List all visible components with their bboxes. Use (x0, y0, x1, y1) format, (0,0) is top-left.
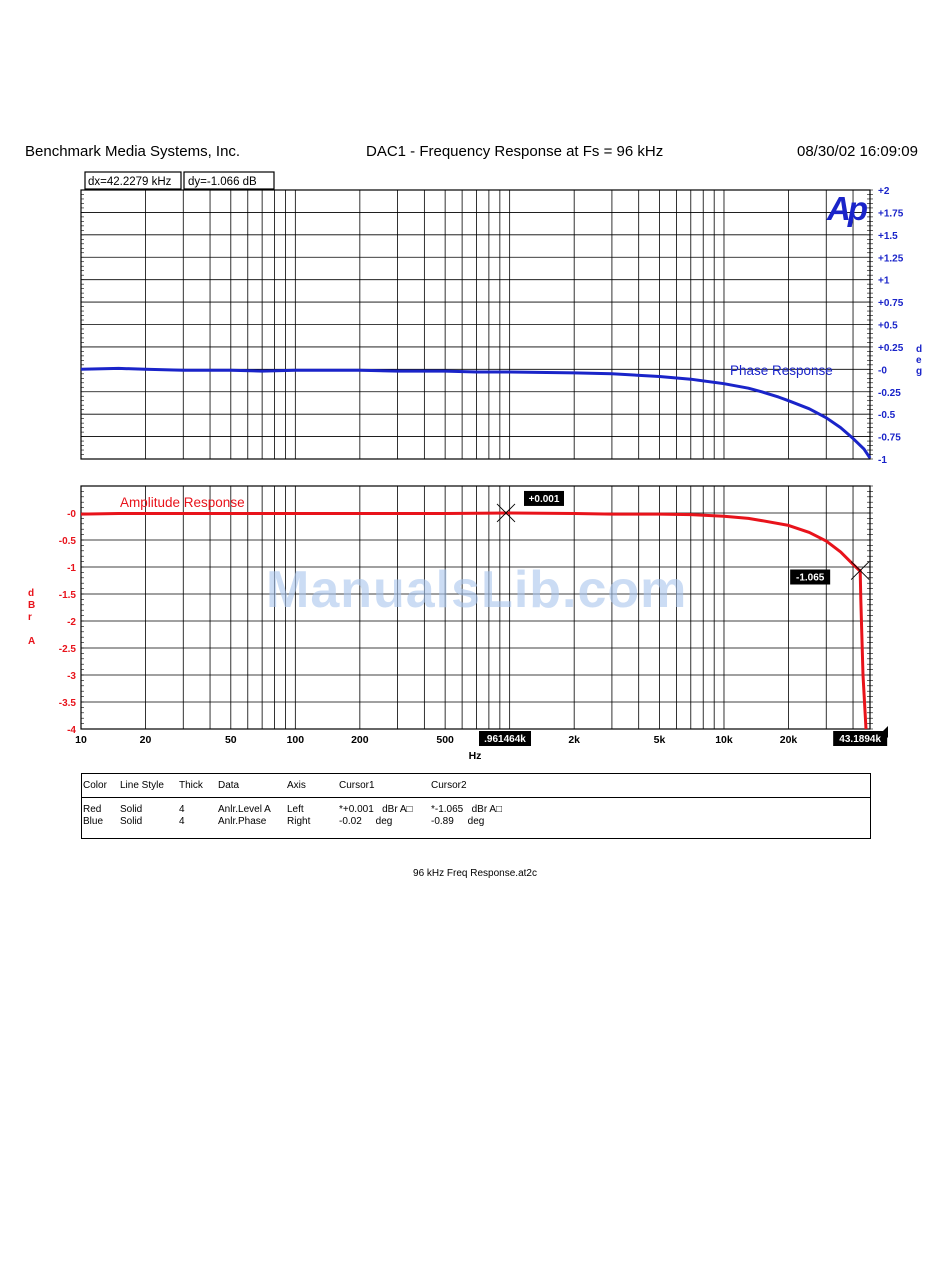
timestamp: 08/30/02 16:09:09 (797, 143, 918, 160)
phase-ytick-label: -0.25 (878, 387, 901, 399)
watermark: ManualsLib.com (266, 561, 688, 619)
phase-ytick-label: +1.25 (878, 253, 904, 265)
phase-ylabel: d (916, 344, 923, 355)
legend-cell: *-1.065 dBr A□ (431, 804, 503, 815)
legend-cell: Solid (120, 816, 143, 827)
phase-ytick-label: +1.75 (878, 208, 904, 220)
phase-ytick-label: +2 (878, 186, 890, 197)
x-axis-label: Hz (468, 750, 482, 762)
xtick-label: 100 (286, 734, 305, 746)
footer-filename: 96 kHz Freq Response.at2c (413, 868, 537, 879)
legend-cell: 4 (179, 804, 185, 815)
legend-header-data: Data (218, 780, 240, 791)
company-name: Benchmark Media Systems, Inc. (25, 143, 241, 160)
amplitude-ytick-label: -3.5 (58, 698, 76, 709)
phase-ytick-label: -0.5 (878, 410, 896, 422)
phase-ytick-label: +1.5 (878, 230, 898, 242)
phase-ytick-label: +1 (878, 275, 890, 287)
xtick-label: 200 (351, 734, 369, 746)
amplitude-ytick-label: -4 (67, 725, 76, 736)
xtick-label: 50 (224, 734, 237, 746)
legend-header-axis: Axis (287, 780, 306, 791)
phase-ytick-label: -0.75 (878, 432, 901, 444)
phase-ytick-label: +0.5 (878, 320, 898, 332)
ap-logo: Ap (827, 190, 865, 227)
amplitude-ytick-label: -2.5 (58, 644, 76, 655)
cursor-readout (85, 172, 274, 189)
legend-cell: -0.02 deg (339, 816, 393, 827)
legend-row-blue (82, 816, 870, 828)
cursor2-freq-label: 43.1894k (839, 734, 882, 745)
chart-title: DAC1 - Frequency Response at Fs = 96 kHz (366, 143, 664, 160)
legend-header-line-style: Line Style (120, 780, 164, 791)
legend-cell: Blue (83, 816, 104, 827)
legend-header-cursor1: Cursor1 (339, 780, 375, 791)
legend-cell: Solid (120, 804, 143, 815)
amplitude-ylabel: A (28, 636, 36, 647)
cursor1-value-label: +0.001 (528, 493, 560, 505)
phase-series-label: Phase Response (730, 363, 833, 378)
cursor2-value-label: -1.065 (795, 572, 825, 584)
amplitude-series-label: Amplitude Response (120, 495, 245, 510)
amplitude-ytick-label: -2 (67, 617, 76, 628)
legend-header-color: Color (83, 780, 107, 791)
legend-cell: *+0.001 dBr A□ (339, 804, 413, 815)
xtick-label: 20 (139, 734, 152, 746)
legend-header-thick: Thick (179, 780, 203, 791)
xtick-label: 20k (779, 734, 798, 746)
amplitude-ytick-label: -0.5 (58, 536, 76, 547)
phase-ylabel: g (916, 366, 923, 377)
chart-labels (28, 186, 922, 762)
legend-cell: 4 (179, 816, 185, 827)
amplitude-ylabel: d (28, 588, 35, 599)
xtick-label: 2k (568, 734, 581, 746)
cursor-dx-readout: dx=42.2279 kHz (88, 176, 172, 188)
phase-ylabel: e (916, 355, 922, 366)
legend-table (81, 773, 871, 839)
amplitude-ylabel: r (28, 612, 32, 623)
legend-header-cursor2: Cursor2 (431, 780, 467, 791)
amplitude-ytick-label: -0 (67, 509, 76, 520)
phase-response-line (81, 368, 870, 458)
legend-cell: Anlr.Phase (218, 816, 267, 827)
xtick-label: 5k (653, 734, 666, 746)
legend-cell: Right (287, 816, 311, 827)
phase-chart-grid (81, 190, 873, 459)
phase-ytick-label: -0 (878, 365, 887, 377)
legend-cell: Left (287, 804, 304, 815)
legend-cell: -0.89 deg (431, 816, 485, 827)
legend-cell: Anlr.Level A (218, 804, 271, 815)
amplitude-ytick-label: -1 (67, 563, 76, 574)
amplitude-ytick-label: -1.5 (58, 590, 76, 601)
legend-divider (82, 797, 870, 798)
xtick-label: 10 (75, 734, 87, 746)
phase-ytick-label: +0.25 (878, 342, 904, 354)
phase-series (81, 368, 870, 458)
xtick-label: 10k (715, 734, 733, 746)
cursor1-freq-label: .961464k (484, 734, 526, 745)
legend-header-row (82, 780, 870, 792)
xtick-label: 500 (436, 734, 454, 746)
amplitude-ylabel: B (28, 600, 36, 611)
cursor-dy-readout: dy=-1.066 dB (188, 176, 257, 188)
amplitude-ytick-label: -3 (67, 671, 76, 682)
phase-ytick-label: -1 (878, 455, 887, 466)
legend-cell: Red (83, 804, 102, 815)
legend-row-red (82, 804, 870, 816)
phase-ytick-label: +0.75 (878, 298, 904, 310)
